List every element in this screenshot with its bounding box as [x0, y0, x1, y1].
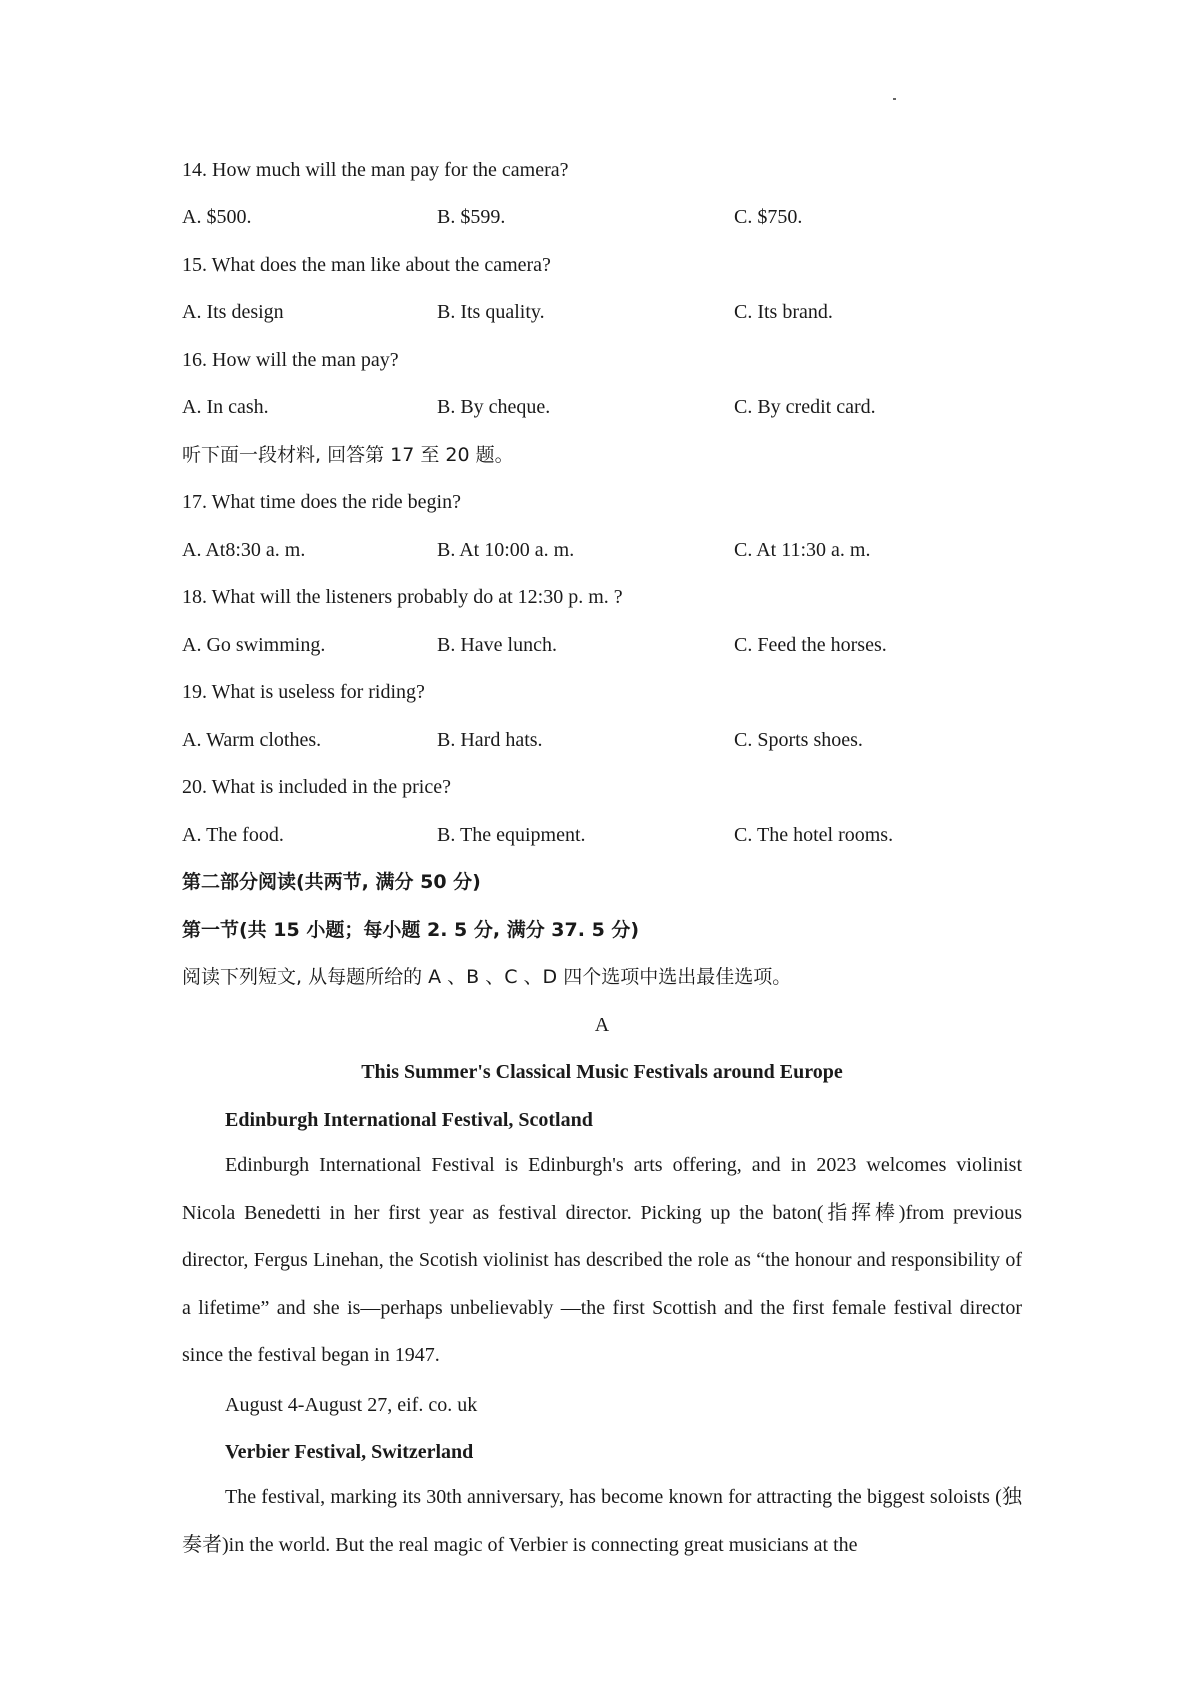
- option-b: B. $599.: [437, 206, 506, 228]
- option-b: B. The equipment.: [437, 824, 586, 846]
- festival1-name: Edinburgh International Festival, Scotland: [225, 1109, 593, 1131]
- passage-letter: A: [594, 1014, 610, 1036]
- options-17: [182, 536, 1022, 564]
- option-a: A. Warm clothes.: [182, 729, 322, 751]
- festival2-text: The festival, marking its 30th anniversary, has become known for attracting the biggest soloists (独奏者)in the world. But the real magic of Verbier is connecting great musicians at the: [182, 1486, 1022, 1556]
- festival1-text: Edinburgh International Festival is Edinburgh's arts offering, and in 2023 welcomes violinist Nicola Benedetti in her first year as festival director. Picking up the baton(指挥棒)from previous director, Fergus Linehan, the Scotish violinist has described the role as “the honour and responsibility of a lifetime” and she is—perhaps unbelievably —the first Scottish and the first female festival director since the festival began in 1947.: [182, 1154, 1022, 1366]
- option-b: B. At 10:00 a. m.: [437, 539, 575, 561]
- option-c: C. Its brand.: [734, 301, 833, 323]
- option-b: B. Have lunch.: [437, 634, 557, 656]
- option-c: C. By credit card.: [734, 396, 876, 418]
- question-17: 17. What time does the ride begin?: [182, 491, 461, 513]
- option-a: A. At8:30 a. m.: [182, 539, 306, 561]
- festival2-name: Verbier Festival, Switzerland: [225, 1441, 474, 1463]
- reading-instruction: 阅读下列短文, 从每题所给的 A 、B 、C 、D 四个选项中选出最佳选项。: [182, 966, 792, 988]
- option-a: A. Its design: [182, 301, 284, 323]
- option-c: C. The hotel rooms.: [734, 824, 894, 846]
- option-a: A. In cash.: [182, 396, 269, 418]
- section1-heading: 第一节(共 15 小题；每小题 2. 5 分, 满分 37. 5 分): [182, 919, 640, 941]
- options-18: [182, 631, 1022, 659]
- question-14: 14. How much will the man pay for the camera?: [182, 159, 569, 181]
- options-19: [182, 726, 1022, 754]
- options-20: [182, 821, 1022, 849]
- passage-title: This Summer's Classical Music Festivals around Europe: [361, 1061, 843, 1083]
- listen-instruction: 听下面一段材料, 回答第 17 至 20 题。: [182, 444, 514, 466]
- option-a: A. Go swimming.: [182, 634, 326, 656]
- festival1-dates: August 4-August 27, eif. co. uk: [225, 1394, 478, 1416]
- option-a: A. $500.: [182, 206, 252, 228]
- option-b: B. Its quality.: [437, 301, 545, 323]
- question-18: 18. What will the listeners probably do at 12:30 p. m. ?: [182, 586, 623, 608]
- option-c: C. Feed the horses.: [734, 634, 887, 656]
- question-20: 20. What is included in the price?: [182, 776, 451, 798]
- options-16: [182, 393, 1022, 421]
- options-15: [182, 298, 1022, 326]
- option-c: C. Sports shoes.: [734, 729, 863, 751]
- option-a: A. The food.: [182, 824, 284, 846]
- question-19: 19. What is useless for riding?: [182, 681, 425, 703]
- options-14: [182, 203, 1022, 231]
- option-b: B. Hard hats.: [437, 729, 543, 751]
- question-15: 15. What does the man like about the camera?: [182, 254, 551, 276]
- scan-dot: [893, 98, 896, 100]
- option-c: C. $750.: [734, 206, 803, 228]
- option-c: C. At 11:30 a. m.: [734, 539, 871, 561]
- option-b: B. By cheque.: [437, 396, 551, 418]
- part2-heading: 第二部分阅读(共两节, 满分 50 分): [182, 871, 481, 893]
- question-16: 16. How will the man pay?: [182, 349, 399, 371]
